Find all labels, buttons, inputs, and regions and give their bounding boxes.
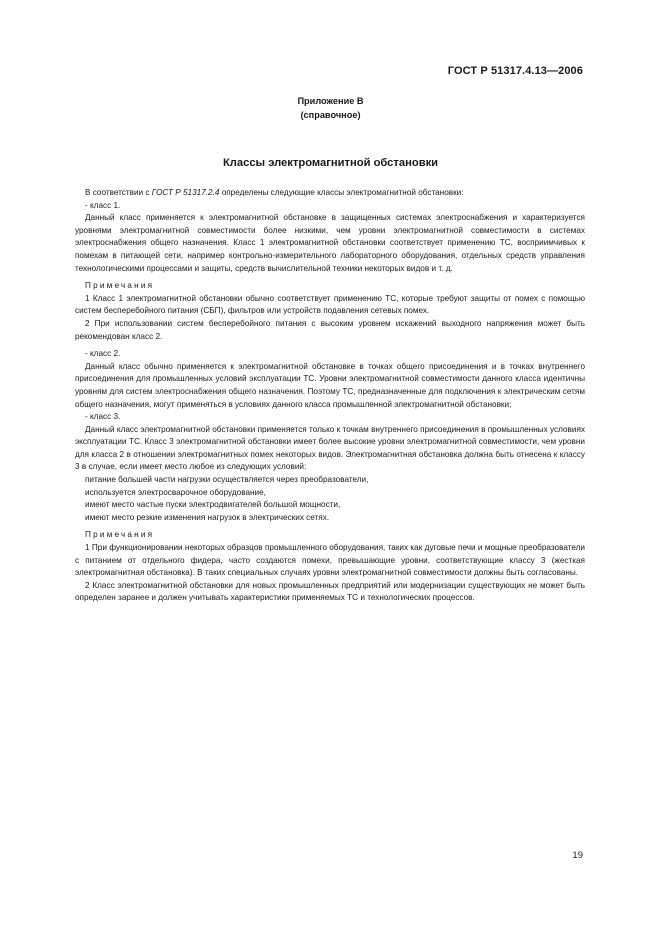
condition-item: имеют место резкие изменения нагрузок в электрических сетях. (85, 512, 330, 522)
class1-description: Данный класс применяется к электромагнитной обстановке в защищенных системах электроснабжения и характеризуется уровнями электромагнитной совместимости более низкими, чем уровни электромагнитной совместимости в системах электроснабжения общего назначения. Класс 1 электромагнитной обстановки соответствует применению ТС, восприимчивых к помехам в питающей сети, например контрольно-измерительного лабораторного оборудования, отдельных средств управления технологическими процессами и защиты, средств вычислительной техники некоторых видов и т. д. (75, 213, 585, 273)
page-number: 19 (572, 850, 583, 861)
intro-paragraph (75, 187, 585, 200)
notes1-item-2: 2 При использовании систем бесперебойного питания с высоким уровнем искажений выходного напряжения может быть рекомендован класс 2. (75, 318, 585, 341)
intro-reference: ГОСТ Р 51317.2.4 (151, 188, 220, 197)
intro-prefix: В соответствии с (85, 188, 152, 197)
document-code: ГОСТ Р 51317.4.13—2006 (447, 65, 583, 77)
class2-description: Данный класс обычно применяется к электромагнитной обстановке в точках общего присоединения и в точках внутреннего присоединения для промышленных условий эксплуатации ТС. Уровни электромагнитной совместимости данного класса идентичны уровням для систем электроснабжения общего назначения. Поэтому ТС, предназначенные для подключения к электрическим сетям общего назначения, могут применяться в условиях данного класса промышленной электромагнитной обстановки; (75, 361, 585, 409)
annex-label: Приложение В (297, 96, 364, 106)
annex-heading (0, 94, 661, 122)
condition-item: питание большей части нагрузки осуществляется через преобразователи, (85, 475, 369, 485)
annex-body (75, 187, 585, 605)
condition-item: используется электросварочное оборудование, (85, 487, 266, 497)
notes2-label: Примечания (85, 530, 155, 540)
notes1-label: Примечания (85, 281, 155, 291)
annex-type: (справочное) (300, 110, 361, 120)
condition-item: имеют место частые пуски электродвигателей большой мощности, (85, 500, 341, 510)
class2-label: - класс 2. (85, 349, 121, 359)
class3-label: - класс 3. (85, 412, 121, 422)
notes2-item-1: 1 При функционировании некоторых образцов промышленного оборудования, таких как дуговые печи и мощные преобразователи с питанием от отдельного фидера, часто создаются помехи, превышающие уровни, соответствующие классу 3 (жесткая электромагнитная обстановка). В таких специальных случаях уровни электромагнитной совместимости должны быть согласованы. (75, 543, 585, 578)
annex-title: Классы электромагнитной обстановки (222, 157, 439, 169)
notes2-item-2: 2 Класс электромагнитной обстановки для новых промышленных предприятий или модернизации существующих не может быть определен заранее и должен учитывать характеристики применяемых ТС и технологических процессов. (75, 580, 585, 603)
class1-label: - класс 1. (85, 200, 121, 210)
intro-suffix: определены следующие классы электромагнитной обстановки: (219, 188, 464, 197)
class3-description: Данный класс электромагнитной обстановки применяется только к точкам внутреннего присоединения в промышленных условиях эксплуатации ТС. Класс 3 электромагнитной обстановки имеет более высокие уровни электромагнитной совместимости, чем уровни для класса 2 в отношении электромагнитных помех некоторых видов. Электромагнитная обстановка должна быть отнесена к классу 3 в случае, если имеет место любое из следующих условий: (75, 424, 585, 472)
notes1-item-1: 1 Класс 1 электромагнитной обстановки обычно соответствует применению ТС, которые требуют защиты от помех с помощью систем бесперебойного питания (СБП), фильтров или устройств подавления сетевых помех. (75, 293, 585, 316)
